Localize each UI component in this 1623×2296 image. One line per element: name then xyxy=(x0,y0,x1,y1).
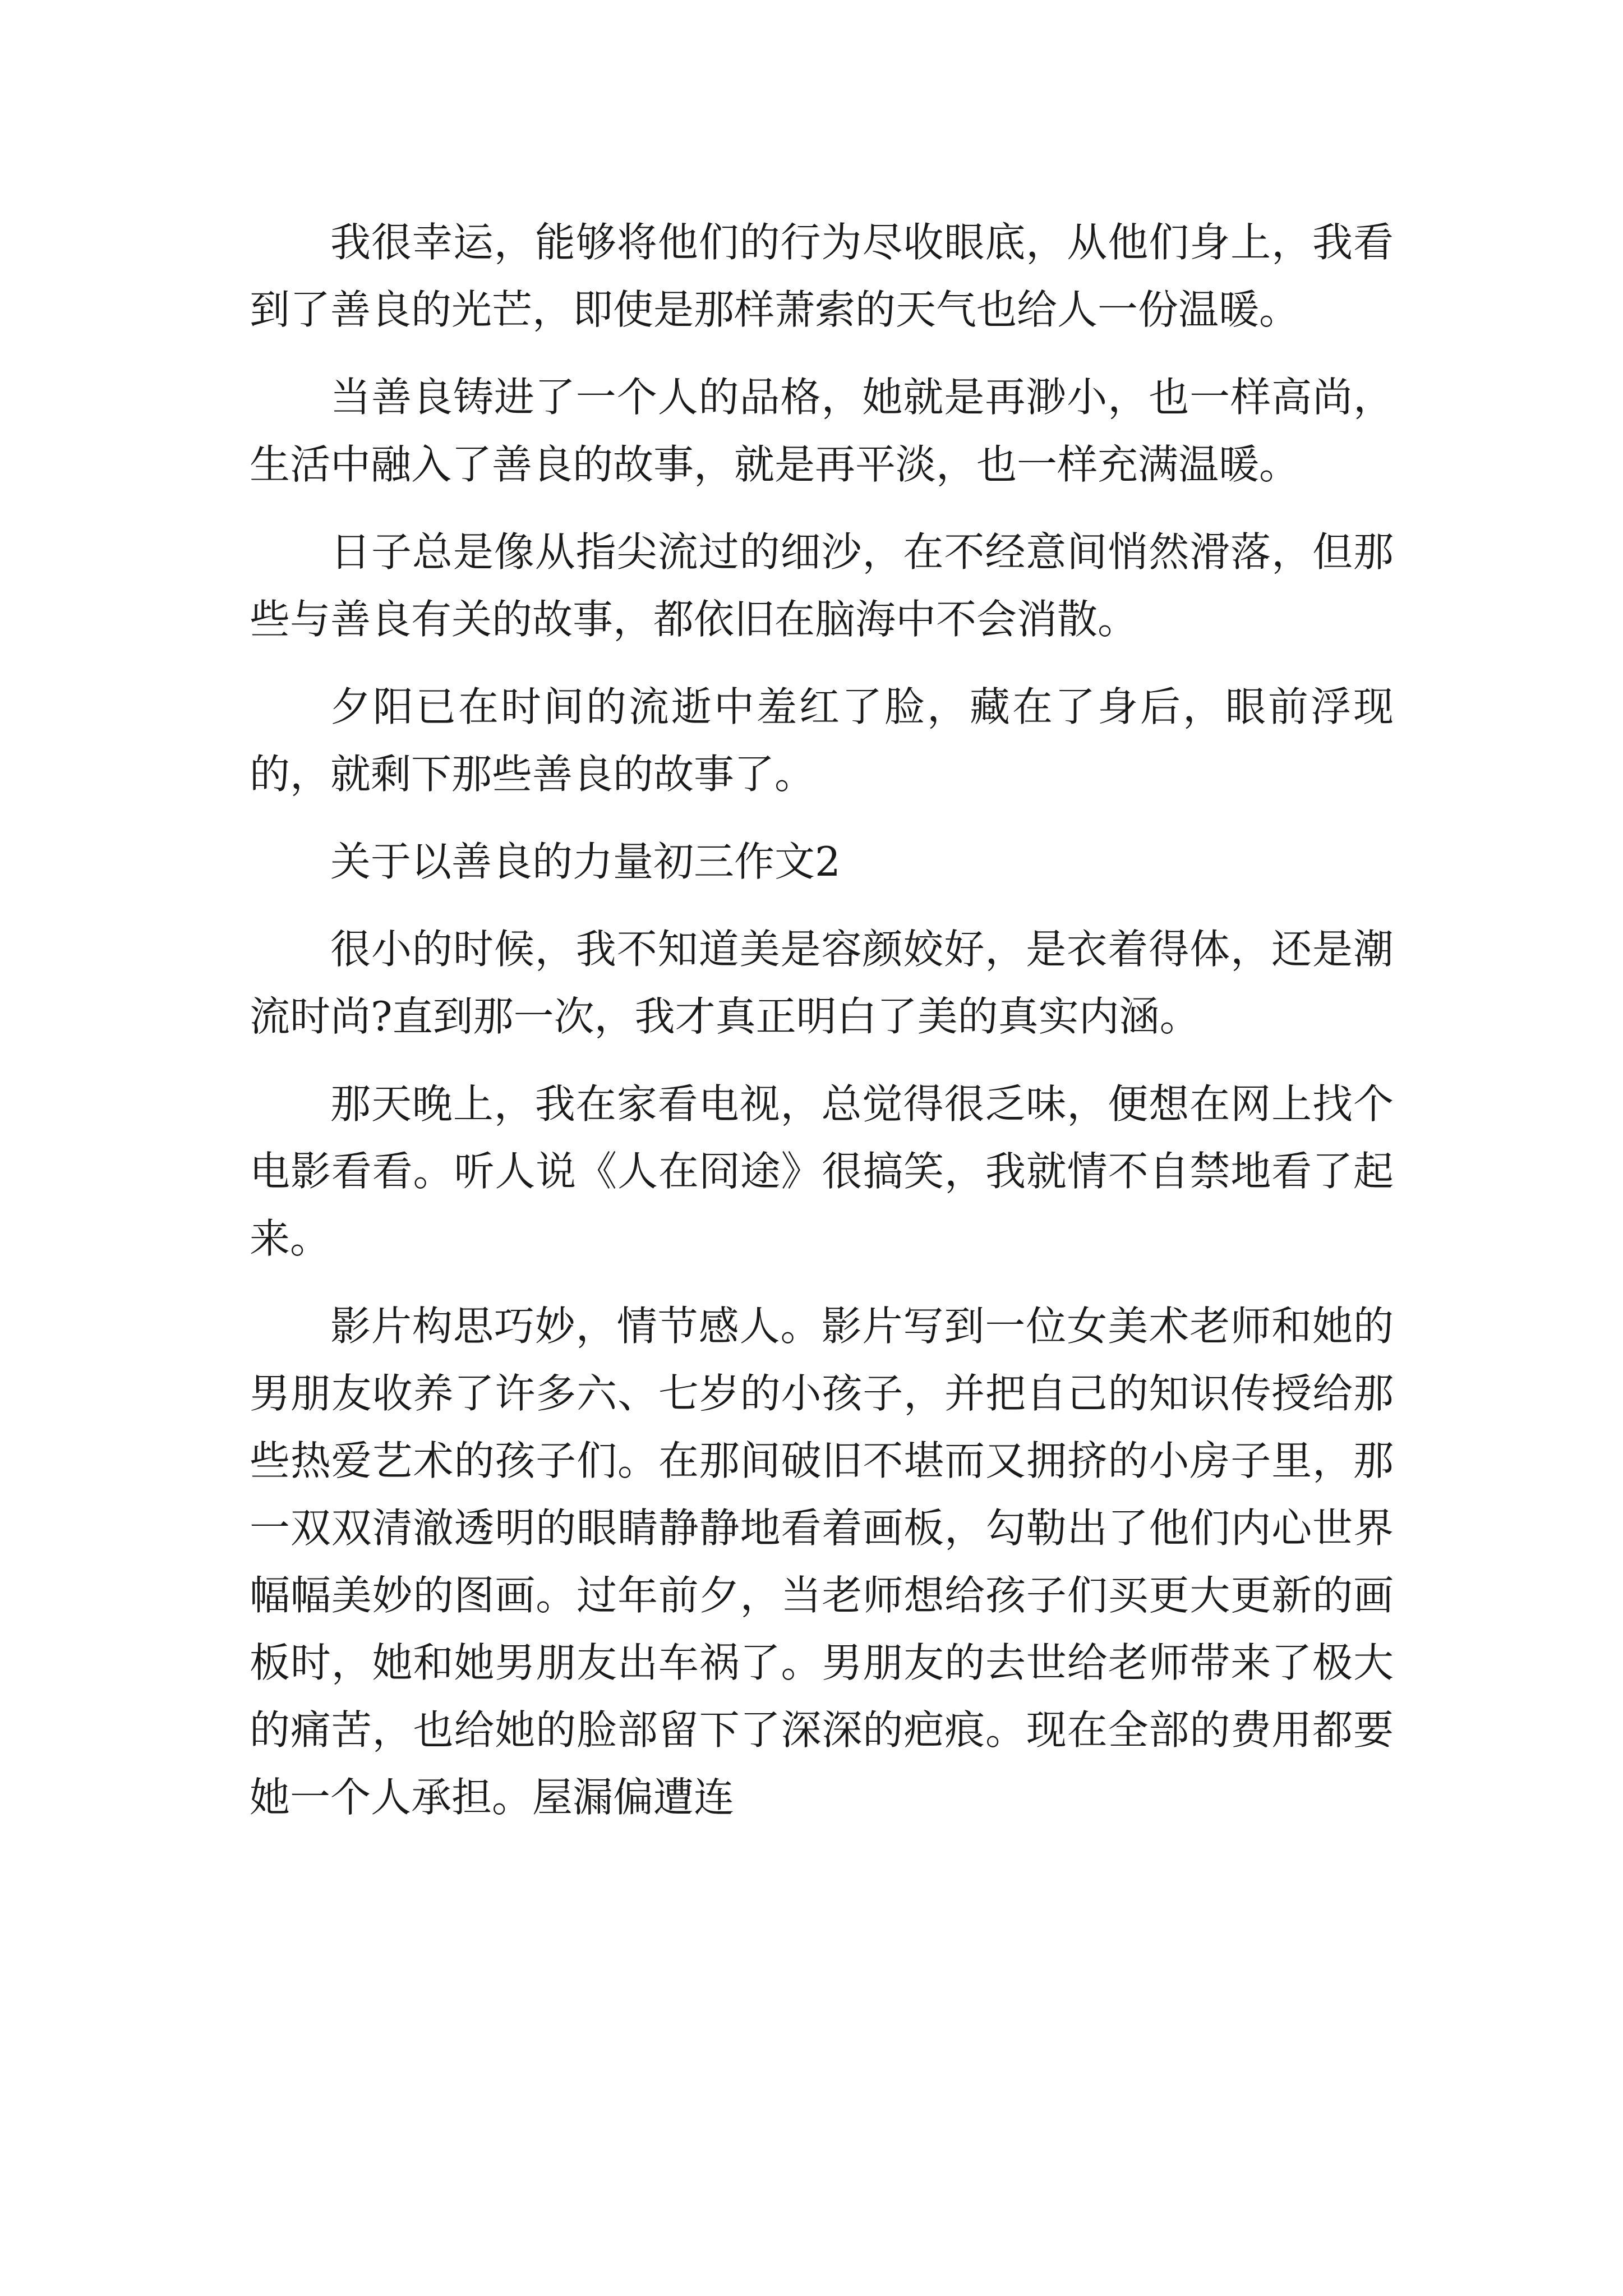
paragraph: 日子总是像从指尖流过的细沙，在不经意间悄然滑落，但那些与善良有关的故事，都依旧在脑海中不会消散。 xyxy=(250,528,1394,643)
body-text xyxy=(250,209,1394,1851)
paragraph: 夕阳已在时间的流逝中羞红了脸，藏在了身后，眼前浮现的，就剩下那些善良的故事了。 xyxy=(250,683,1394,798)
paragraph: 我很幸运，能够将他们的行为尽收眼底，从他们身上，我看到了善良的光芒，即使是那样萧索的天气也给人一份温暖。 xyxy=(250,219,1394,333)
paragraph: 那天晚上，我在家看电视，总觉得很乏味，便想在网上找个电影看看。听人说《人在冏途》很搞笑，我就情不自禁地看了起来。 xyxy=(250,1080,1394,1262)
section-title: 关于以善良的力量初三作文2 xyxy=(330,838,841,885)
paragraph: 影片构思巧妙，情节感人。影片写到一位女美术老师和她的男朋友收养了许多六、七岁的小孩子，并把自己的知识传授给那些热爱艺术的孩子们。在那间破旧不堪而又拥挤的小房子里，那一双双清澈透明的眼睛静静地看着画板，勾勒出了他们内心世界幅幅美妙的图画。过年前夕，当老师想给孩子们买更大更新的画板时，她和她男朋友出车祸了。男朋友的去世给老师带来了极大的痛苦，也给她的脸部留下了深深的疤痕。现在全部的费用都要她一个人承担。屋漏偏遭连 xyxy=(250,1303,1394,1821)
paragraph: 很小的时候，我不知道美是容颜姣好，是衣着得体，还是潮流时尚?直到那一次，我才真正明白了美的真实内涵。 xyxy=(250,926,1394,1040)
paragraph: 当善良铸进了一个人的品格，她就是再渺小，也一样高尚，生活中融入了善良的故事，就是再平淡，也一样充满温暖。 xyxy=(250,374,1394,488)
